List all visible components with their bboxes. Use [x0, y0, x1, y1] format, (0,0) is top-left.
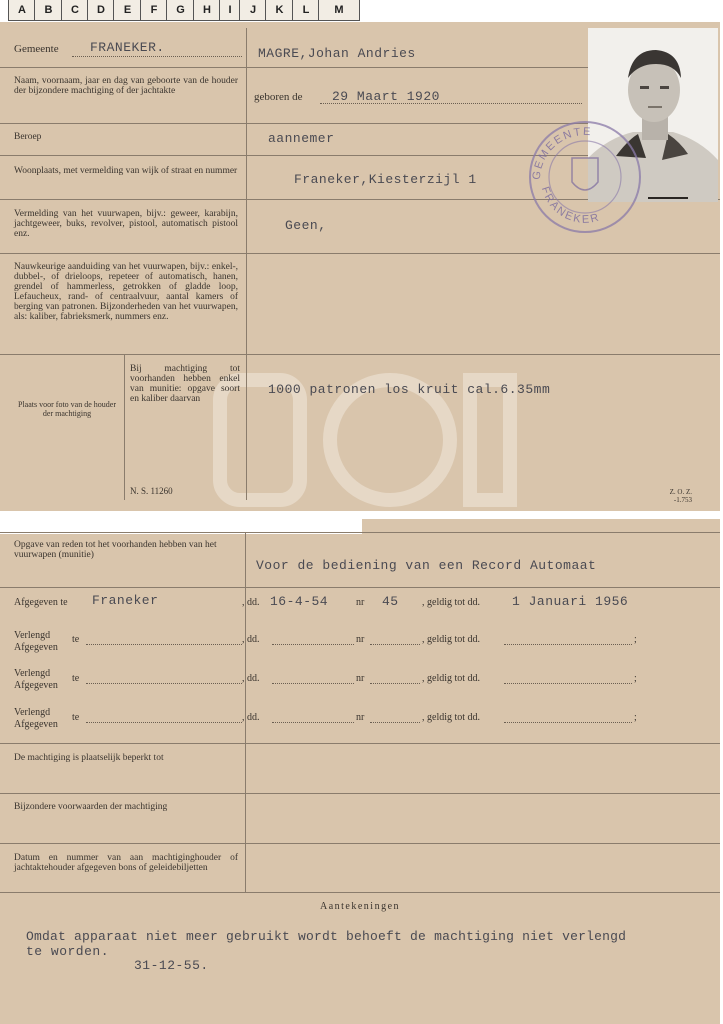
dd-label: , dd.: [242, 673, 260, 684]
dd-value: 16-4-54: [270, 594, 329, 609]
voorwaarden-label: Bijzondere voorwaarden der machtiging: [14, 802, 168, 812]
aantekening-line-1: Omdat apparaat niet meer gebruikt wordt behoeft de machtiging niet verlengd: [26, 929, 627, 944]
dd-label: , dd.: [242, 634, 260, 645]
born-label: geboren de: [254, 91, 303, 103]
gemeente-label: Gemeente: [14, 43, 59, 55]
svg-text:GEMEENTE: [531, 126, 593, 181]
woonplaats-value: Franeker,Kiesterzijl 1: [294, 172, 477, 187]
woonplaats-label: Woonplaats, met vermelding van wijk of straat en nummer: [14, 166, 238, 176]
semicolon: ;: [634, 673, 637, 684]
beroep-label: Beroep: [14, 132, 42, 142]
opgave-value: Voor de bediening van een Record Automaat: [256, 558, 597, 573]
verlengd-label: Verlengd Afgegeven: [14, 630, 58, 653]
beperkt-label: De machtiging is plaatselijk beperkt tot: [14, 753, 164, 763]
verlengd-label: Verlengd Afgegeven: [14, 668, 58, 691]
nr-label: nr: [356, 673, 365, 684]
te-label: te: [72, 634, 80, 645]
nr-label: nr: [356, 597, 365, 608]
aantekeningen-label: Aantekeningen: [319, 901, 401, 912]
tab-letter: F: [140, 0, 168, 21]
semicolon: ;: [634, 634, 637, 645]
nr-label: nr: [356, 634, 365, 645]
tab-letter: K: [265, 0, 294, 21]
nr-value: 45: [382, 594, 399, 609]
geldig-label: , geldig tot dd.: [422, 634, 481, 645]
stamp-top-text: GEMEENTE: [530, 125, 593, 181]
aantekening-line-2: te worden.: [26, 944, 110, 959]
opgave-label: Opgave van reden tot het voorhanden hebben van het vuurwapen (munitie): [14, 540, 217, 560]
aantekening-date: 31-12-55.: [134, 958, 209, 973]
munitie-label: Bij machtiging tot voorhanden hebben enkel van munitie: opgave soort en kaliber daarvan: [130, 364, 240, 404]
afgegeven-label: Afgegeven te: [14, 597, 68, 608]
te-label: te: [72, 712, 80, 723]
beroep-value: aannemer: [268, 131, 335, 146]
stamp-bottom-text: FRANEKER: [538, 185, 602, 226]
ns-label: N. S. 11260: [130, 486, 173, 496]
geldig-label: , geldig tot dd.: [422, 673, 481, 684]
form-code: -1.753: [673, 496, 692, 504]
tab-letter: J: [239, 0, 267, 21]
dd-label: , dd.: [242, 712, 260, 723]
svg-text:FRANEKER: [539, 185, 602, 226]
tab-letter: B: [34, 0, 63, 21]
semicolon: ;: [634, 712, 637, 723]
verlengd-label: Verlengd Afgegeven: [14, 707, 58, 730]
tab-letter: C: [61, 0, 89, 21]
aanduiding-label: Nauwkeurige aanduiding van het vuurwapen, bijv.: enkel-, dubbel-, of drieloops, repeteer of automatisch, hanen, grendel of hammerless, getrokken of gladde loop, Lefaucheux, rand- of centraalvuur, aantal kamers of berging van patronen. Bijzonderheden van het vuurwapen, als: kaliber, fabrieksmerk, nummers enz.: [14, 262, 238, 322]
foto-label: Plaats voor foto van de houder der machtiging: [18, 400, 116, 418]
tab-letter: E: [113, 0, 142, 21]
afgegeven-place: Franeker: [92, 593, 159, 608]
tab-letter: I: [219, 0, 241, 21]
tab-letter: M: [318, 0, 360, 21]
munitie-value: 1000 patronen los kruit cal.6.35mm: [268, 382, 551, 397]
dd-label: , dd.: [242, 597, 260, 608]
nr-label: nr: [356, 712, 365, 723]
zoz-label: Z. O. Z.: [669, 488, 692, 496]
vuurwapen-label: Vermelding van het vuurwapen, bijv.: geweer, karabijn, jachtgeweer, buks, revolver, pistool, automatisch pistool enz.: [14, 209, 238, 239]
tab-letter: H: [193, 0, 221, 21]
tab-letter: A: [8, 0, 36, 21]
geldig-value: 1 Januari 1956: [512, 594, 629, 609]
tab-letter: G: [166, 0, 195, 21]
vuurwapen-value: Geen,: [285, 218, 327, 233]
name-label: Naam, voornaam, jaar en dag van geboorte van de houder der bijzondere machtiging of der jachtakte: [14, 76, 238, 96]
tab-letter: L: [292, 0, 320, 21]
geldig-label: , geldig tot dd.: [422, 597, 481, 608]
card-notch: [0, 512, 362, 534]
datum-label: Datum en nummer van aan machtiginghouder of jachtaktehouder afgegeven bons of geleidebiljetten: [14, 853, 238, 873]
born-value: 29 Maart 1920: [332, 89, 440, 104]
geldig-label: , geldig tot dd.: [422, 712, 481, 723]
municipal-stamp: [526, 118, 644, 236]
te-label: te: [72, 673, 80, 684]
index-tabs: [0, 0, 362, 22]
name-value: MAGRE,Johan Andries: [258, 46, 416, 61]
tab-letter: D: [87, 0, 115, 21]
gemeente-value: FRANEKER.: [90, 40, 165, 55]
